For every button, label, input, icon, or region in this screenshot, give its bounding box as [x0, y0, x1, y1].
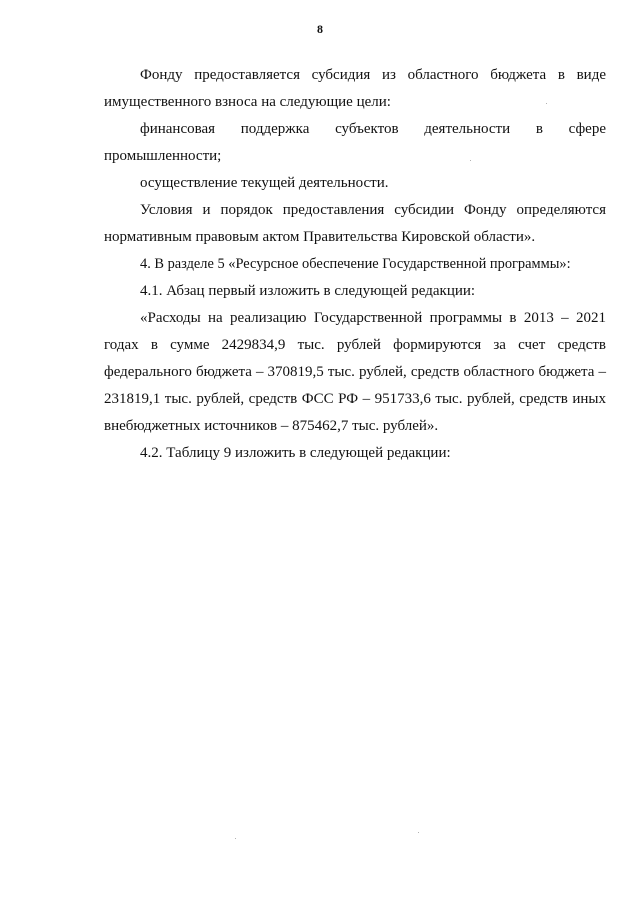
page-number: 8 — [317, 22, 323, 36]
scan-speck — [546, 103, 547, 104]
paragraph-financial-support: финансовая поддержка субъектов деятельности в сфере промышленности; — [104, 121, 606, 164]
scan-speck — [470, 160, 471, 161]
paragraph-subsidy-purpose: Фонду предоставляется субсидия из областного бюджета в виде имущественного взноса на следующие цели: — [104, 67, 606, 110]
paragraph-expenses-quote: «Расходы на реализацию Государственной программы в 2013 – 2021 годах в сумме 2429834,9 тыс. рублей формируются за счет средств федерального бюджета – 370819,5 тыс. рублей, средств областного бюджета – 231819,1 тыс. рублей, средств ФСС РФ – 951733,6 тыс. рублей, средств иных внебюджетных источников – 875462,7 тыс. рублей». — [104, 310, 606, 434]
scan-speck — [418, 832, 419, 833]
paragraph-subsidy-conditions: Условия и порядок предоставления субсидии Фонду определяются нормативным правовым актом Правительства Кировской области». — [104, 202, 606, 245]
paragraph-section-5: 4. В разделе 5 «Ресурсное обеспечение Государственной программы»: — [140, 256, 571, 272]
paragraph-4-2: 4.2. Таблицу 9 изложить в следующей редакции: — [140, 445, 451, 461]
paragraph-current-activity: осуществление текущей деятельности. — [140, 175, 389, 191]
paragraph-4-1: 4.1. Абзац первый изложить в следующей редакции: — [140, 283, 476, 299]
document-body — [104, 62, 606, 467]
scan-speck — [235, 838, 236, 839]
